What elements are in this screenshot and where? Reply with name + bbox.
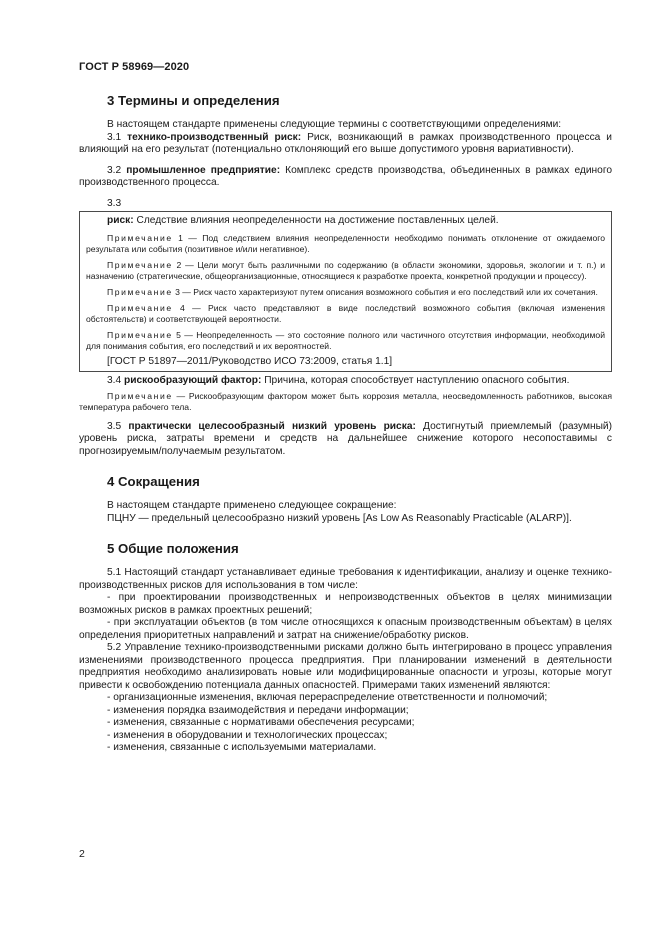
note-label: Примечание — [107, 232, 173, 243]
note-label: Примечание — [107, 259, 173, 270]
term-definition: Следствие влияния неопределенности на достижение поставленных целей. — [133, 215, 499, 226]
note-text: 1 — Под следствием влияния неопределенности необходимо понимать отклонение от ожидаемого результата или события (позитивное и/или негативное). — [86, 232, 605, 254]
term-name: практически целесообразный низкий уровень риска: — [128, 420, 416, 432]
note-text: 3 — Риск часто характеризуют путем описания возможного события и его последствий или их сочетания. — [172, 286, 598, 297]
term-definition: Комплекс средств производства, объединенных в рамках единого производственного процесса. — [79, 164, 612, 188]
term-3-4-note — [79, 391, 612, 413]
term-3-1 — [79, 132, 612, 157]
note-text: 4 — Риск часто представляют в виде последствий возможного события (включая изменения обстоятельств) и соответствующей вероятности. — [86, 302, 605, 324]
clause-5-1: 5.1 Настоящий стандарт устанавливает единые требования к идентификации, анализу и оценке технико-производственных рисков для использования в том числе: — [79, 567, 612, 591]
note-label: Примечание — [107, 390, 173, 401]
term-name: технико-производственный риск: — [127, 131, 302, 143]
note-text: 2 — Цели могут быть различными по содержанию (в области экономики, здоровья, экологии и т. п.) и назначению (стратегические, общеорганизационные, относящиеся к разработке проекта, конкретной продукции и процессу). — [86, 259, 605, 281]
note-5 — [86, 330, 605, 352]
term-number: 3.4 — [107, 375, 124, 386]
section-5-title: 5 Общие положения — [107, 541, 239, 556]
clause-5-2: 5.2 Управление технико-производственными рисками должно быть интегрировано в процесс управления изменениями производственного процесса предприятия. При планировании изменений в деятельности предприятия необходимо анализировать новые или модифицированные опасности и угрозы, которые могут привести к освобождению потенциала данных опасностей. Примерами таких изменений являются: — [79, 642, 612, 691]
quoted-definition-box — [79, 211, 612, 372]
term-3-3-number: 3.3 — [107, 197, 122, 209]
term-3-2 — [79, 165, 612, 190]
source-reference: [ГОСТ Р 51897—2011/Руководство ИСО 73:2009, статья 1.1] — [107, 355, 393, 367]
note-label: Примечание — [107, 302, 173, 313]
term-name: рискообразующий фактор: — [124, 375, 262, 386]
abbreviation-alarp: ПЦНУ — предельный целесообразно низкий уровень [As Low As Reasonably Practicable (ALARP)]. — [107, 512, 572, 524]
term-3-4 — [79, 375, 612, 388]
section-3-title: 3 Термины и определения — [107, 93, 280, 108]
term-name: риск: — [107, 215, 134, 226]
section-3-intro: В настоящем стандарте применены следующие термины с соответствующими определениями: — [107, 119, 562, 130]
note-1 — [86, 233, 605, 255]
list-item: - изменения, связанные с нормативами обеспечения ресурсами; — [107, 717, 415, 728]
note-label: Примечание — [107, 329, 173, 340]
document-body — [79, 93, 612, 755]
section-4-title: 4 Сокращения — [107, 474, 200, 489]
term-name: промышленное предприятие: — [126, 164, 281, 176]
page-number: 2 — [79, 848, 85, 860]
list-item: - при проектировании производственных и непроизводственных объектов в целях минимизации возможных рисков в рамках проектных решений; — [79, 592, 612, 616]
list-item: - изменения, связанные с используемыми материалами. — [107, 742, 377, 753]
term-definition: Причина, которая способствует наступлению опасного события. — [261, 375, 570, 386]
term-definition: Риск, возникающий в рамках производственного процесса и влияющий на его результат (потенциально отклоняющий его выше допустимого уровня вариативности). — [79, 131, 612, 155]
term-3-3 — [86, 215, 605, 228]
list-item: - организационные изменения, включая перераспределение ответственности и полномочий; — [107, 692, 548, 703]
note-2 — [86, 260, 605, 282]
document-header: ГОСТ Р 58969—2020 — [79, 61, 190, 73]
section-4-intro: В настоящем стандарте применено следующее сокращение: — [107, 500, 397, 511]
note-text: — Рискообразующим фактором может быть коррозия металла, неосведомленность работников, высокая температура рабочего тела. — [79, 390, 612, 412]
list-item: - изменения порядка взаимодействия и передачи информации; — [107, 704, 409, 716]
note-3 — [86, 287, 605, 298]
term-definition: Достигнутый приемлемый (разумный) уровень риска, затраты времени и средств на дальнейшее снижение которого несопоставимы с прогнозируемым/получаемым результатом. — [79, 420, 612, 457]
term-3-5 — [79, 421, 612, 459]
note-label: Примечание — [107, 286, 173, 297]
term-number: 3.2 — [107, 164, 127, 176]
term-number: 3.5 — [107, 420, 129, 432]
list-item: - при эксплуатации объектов (в том числе относящихся к опасным производственным объектам) в целях определения приоритетных направлений и затрат на снижение/обработку рисков. — [79, 617, 612, 641]
note-4 — [86, 303, 605, 325]
term-number: 3.1 — [107, 131, 128, 143]
list-item: - изменения в оборудовании и технологических процессах; — [107, 729, 388, 741]
note-text: 5 — Неопределенность — это состояние полного или частичного отсутствия информации, необходимой для понимания события, его последствий и их вероятностей. — [86, 329, 605, 351]
